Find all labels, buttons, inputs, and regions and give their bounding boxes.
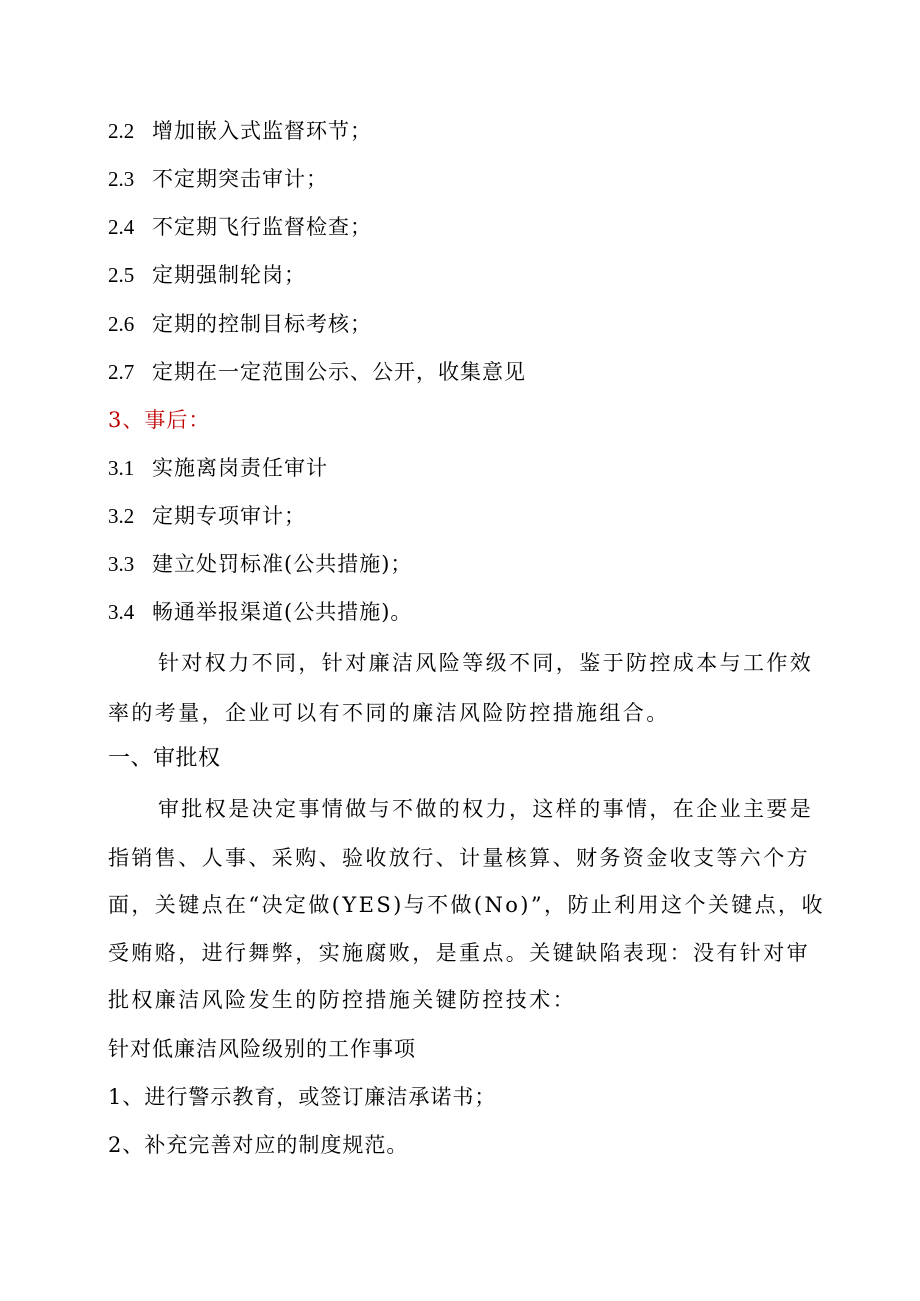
item-text: 畅通举报渠道(公共措施)。 xyxy=(152,600,413,624)
body-line-4: 受贿赂，进行舞弊，实施腐败，是重点。关键缺陷表现：没有针对审 xyxy=(108,941,810,965)
list-item-2-2 xyxy=(108,116,372,146)
body-line-5: 批权廉洁风险发生的防控措施关键防控技术： xyxy=(108,988,576,1012)
item-number: 2.7 xyxy=(108,360,135,384)
item-number: 2.2 xyxy=(108,119,135,143)
list-item-3-2 xyxy=(108,501,306,531)
item-text: 不定期飞行监督检查； xyxy=(152,215,372,239)
item-text: 定期在一定范围公示、公开，收集意见 xyxy=(152,360,526,384)
low-risk-item-2: 2、补充完善对应的制度规范。 xyxy=(108,1133,409,1157)
summary-line-1: 针对权力不同，针对廉洁风险等级不同，鉴于防控成本与工作效 xyxy=(158,651,814,675)
summary-line-2: 率的考量，企业可以有不同的廉洁风险防控措施组合。 xyxy=(108,701,670,725)
item-number: 2.4 xyxy=(108,215,135,239)
list-item-2-7 xyxy=(108,357,526,387)
item-text: 增加嵌入式监督环节； xyxy=(152,119,372,143)
item-number: 3.2 xyxy=(108,504,135,528)
item-text: 定期专项审计； xyxy=(152,504,306,528)
list-item-2-3 xyxy=(108,164,328,194)
item-number: 2.6 xyxy=(108,312,135,336)
item-number: 3.1 xyxy=(108,456,135,480)
list-item-2-4 xyxy=(108,212,372,242)
body-line-2: 指销售、人事、采购、验收放行、计量核算、财务资金收支等六个方 xyxy=(108,846,810,870)
low-risk-item-1: 1、进行警示教育，或签订廉洁承诺书； xyxy=(108,1085,497,1109)
list-item-2-6 xyxy=(108,309,372,339)
list-item-3-1 xyxy=(108,453,328,483)
item-text: 建立处罚标准(公共措施)； xyxy=(152,552,413,576)
item-text: 定期的控制目标考核； xyxy=(152,312,372,336)
item-number: 2.5 xyxy=(108,263,135,287)
item-number: 3.4 xyxy=(108,600,135,624)
item-text: 实施离岗责任审计 xyxy=(152,456,328,480)
item-text: 定期强制轮岗； xyxy=(152,263,306,287)
item-text: 不定期突击审计； xyxy=(152,167,328,191)
body-line-3: 面，关键点在“决定做(YES)与不做(No)”，防止利用这个关键点，收 xyxy=(108,893,825,917)
list-item-3-3 xyxy=(108,549,412,579)
section-heading: 一、审批权 xyxy=(108,746,221,771)
low-risk-title: 针对低廉洁风险级别的工作事项 xyxy=(108,1037,416,1061)
list-item-2-5 xyxy=(108,260,306,290)
item-number: 3.3 xyxy=(108,552,135,576)
list-item-3-4 xyxy=(108,597,412,627)
item-number: 2.3 xyxy=(108,167,135,191)
body-line-1: 审批权是决定事情做与不做的权力，这样的事情，在企业主要是 xyxy=(158,797,814,821)
section-3-title: 3、事后： xyxy=(108,408,211,432)
